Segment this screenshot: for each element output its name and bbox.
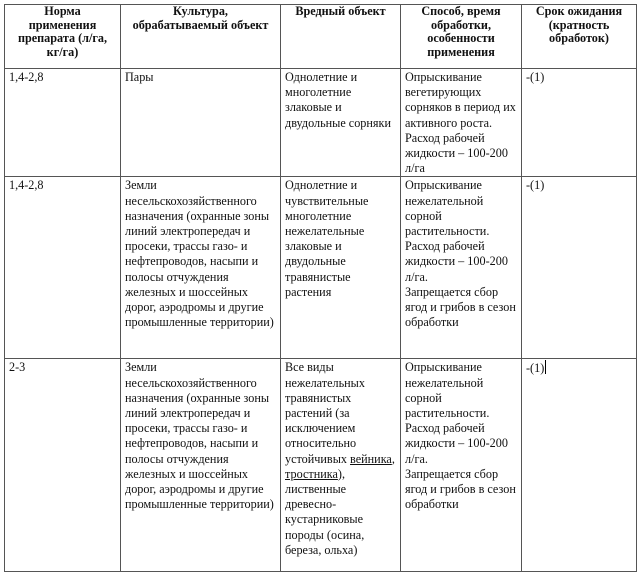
cell-pest xyxy=(281,359,401,572)
cell-waiting-period[interactable] xyxy=(522,359,637,572)
cell-method: Опрыскивание вегетирующих сорняков в период их активного роста. Расход рабочей жидкости – 100-200 л/га xyxy=(401,69,522,177)
cell-method: Опрыскивание нежелательной сорной растительности. Расход рабочей жидкости – 100-200 л/га. Запрещается сбор ягод и грибов в сезон обработки xyxy=(401,359,522,572)
cell-crop: Пары xyxy=(121,69,281,177)
header-waiting-period: Срок ожидания (кратность обработок) xyxy=(522,5,637,69)
cell-crop: Земли несельскохозяйственного назначения (охранные зоны линий электропередач и просеки, трассы газо- и нефтепроводов, насыпи и полосы отчуждения железных и шоссейных дорог, аэродромы и другие промышленные территории) xyxy=(121,177,281,359)
pest-text: Все виды нежелательных травянистых растений (за исключением относительно устойчивых xyxy=(285,360,365,466)
cell-waiting-period: -(1) xyxy=(522,69,637,177)
table-header-row xyxy=(5,5,637,69)
table-row xyxy=(5,359,637,572)
document-page xyxy=(4,4,636,570)
cell-rate: 2-3 xyxy=(5,359,121,572)
cell-waiting-period: -(1) xyxy=(522,177,637,359)
waiting-period-text: -(1) xyxy=(526,361,545,376)
header-method: Способ, время обработки, особенности применения xyxy=(401,5,522,69)
cell-rate: 1,4-2,8 xyxy=(5,177,121,359)
table-row xyxy=(5,69,637,177)
pesticide-regulation-table xyxy=(4,4,637,572)
cell-method: Опрыскивание нежелательной сорной растительности. Расход рабочей жидкости – 100-200 л/га. Запрещается сбор ягод и грибов в сезон обработки xyxy=(401,177,522,359)
cell-rate: 1,4-2,8 xyxy=(5,69,121,177)
header-pest: Вредный объект xyxy=(281,5,401,69)
cell-pest: Однолетние и чувствительные многолетние нежелательные злаковые и двудольные травянистые растения xyxy=(281,177,401,359)
header-rate: Норма применения препарата (л/га, кг/га) xyxy=(5,5,121,69)
cell-pest: Однолетние и многолетние злаковые и двудольные сорняки xyxy=(281,69,401,177)
pest-text: , xyxy=(391,451,395,466)
header-crop: Культура, обрабатываемый объект xyxy=(121,5,281,69)
table-row xyxy=(5,177,637,359)
text-cursor xyxy=(545,360,546,374)
pest-text-underlined: тростника xyxy=(285,466,338,481)
pest-text-underlined: вейника xyxy=(350,451,392,466)
cell-crop: Земли несельскохозяйственного назначения (охранные зоны линий электропередач и просеки, трассы газо- и нефтепроводов, насыпи и полосы отчуждения железных и шоссейных дорог, аэродромы и другие промышленные территории) xyxy=(121,359,281,572)
pest-text: ), лиственные древесно-кустарниковые породы (осина, береза, ольха) xyxy=(285,466,365,557)
